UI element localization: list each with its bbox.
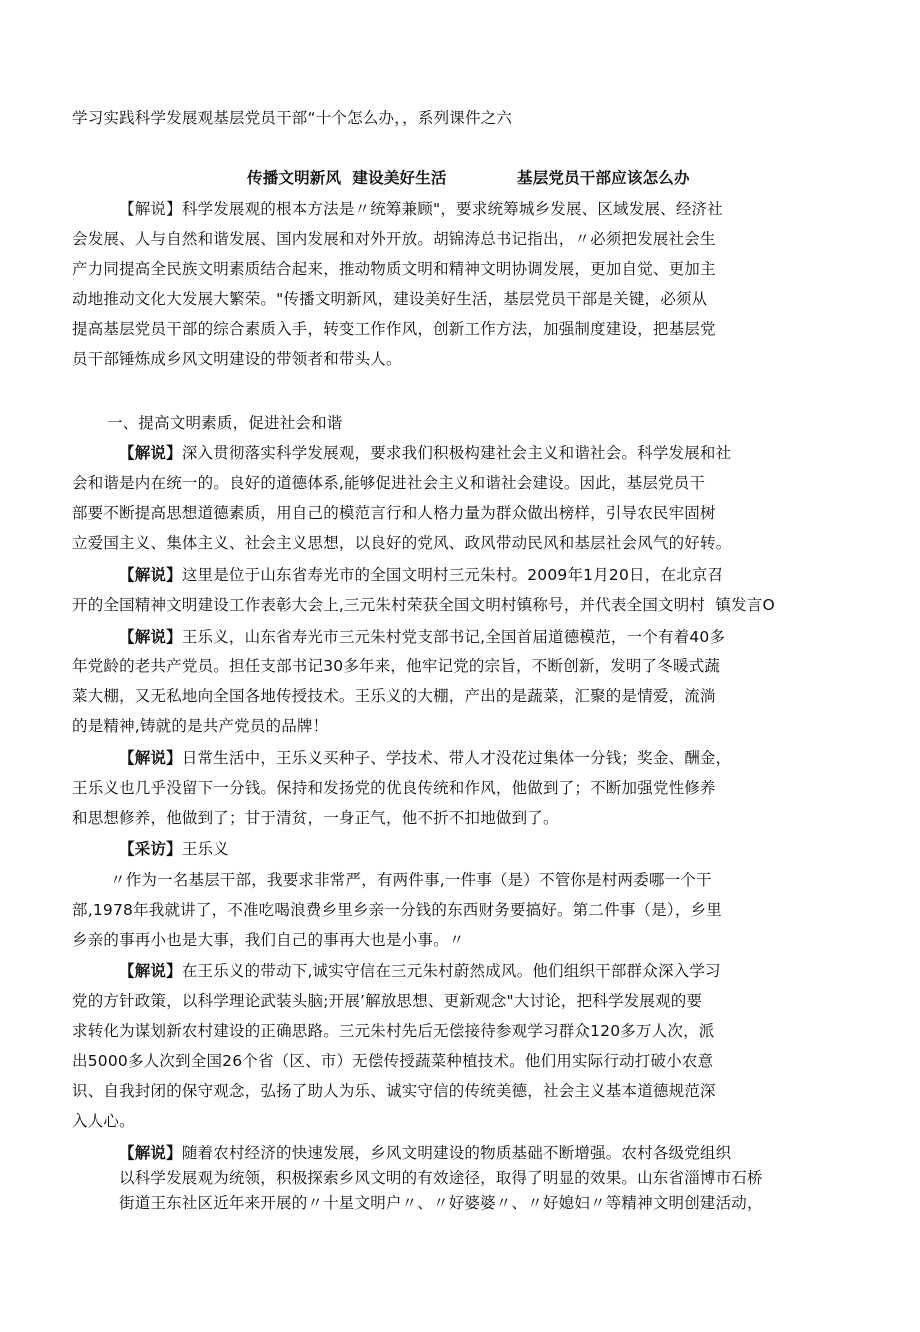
paragraph-4-line-1: 【解说】日常生活中，王乐义买种子、学技术、带人才没花过集体一分钱；奖金、酬金， [119, 749, 732, 767]
paragraph-1-line-2: 会和谐是内在统一的。良好的道德体系,能够促进社会主义和谐社会建设。因此，基层党员干 [72, 474, 706, 492]
paragraph-3-line-2: 年党龄的老共产党员。担任支部书记30多年来，他牢记党的宗旨，不断创新，发明了冬暖式蔬 [72, 657, 721, 675]
paragraph-1-line-1: 【解说】深入贯彻落实科学发展观，要求我们积极构建社会主义和谐社会。科学发展和社 [119, 444, 732, 462]
paragraph-4-line-3: 和思想修养，他做到了；甘于清贫，一身正气，他不折不扣地做到了。 [72, 809, 559, 827]
paragraph-3-line-3: 菜大棚，又无私地向全国各地传授技术。王乐义的大棚，产出的是蔬菜，汇聚的是情爱，流淌 [72, 687, 716, 705]
intro-line-1: 【解说】科学发展观的根本方法是〃统筹兼顾"，要求统筹城乡发展、区域发展、经济社 [119, 200, 723, 218]
paragraph-5-line-4: 出5000多人次到全国26个省（区、市）无偿传授蔬菜种植技术。他们用实际行动打破小农意 [72, 1052, 714, 1070]
paragraph-3-line-1: 【解说】王乐义，山东省寿光市三元朱村党支部书记,全国首届道德模范，一个有着40多 [119, 628, 726, 646]
interview-line-1: 〃作为一名基层干部，我要求非常严，有两件事,一件事（是）不管你是村两委哪一个干 [110, 871, 712, 889]
paragraph-2-line-2: 开的全国精神文明建设工作表彰大会上,三元朱村荣获全国文明村镇称号，并代表全国文明村 镇发言O [72, 596, 775, 614]
commentary-tag: 【解说】 [119, 749, 182, 767]
paragraph-5-line-2: 党的方针政策，以科学理论武装头脑;开展’解放思想、更新观念"大讨论，把科学发展观的要 [72, 992, 703, 1010]
commentary-tag: 【解说】 [119, 566, 182, 584]
interview-heading [119, 839, 229, 859]
interview-line-3: 乡亲的事再小也是大事，我们自己的事再大也是小事。〃 [72, 931, 465, 949]
paragraph-5-line-3: 求转化为谋划新农村建设的正确思路。三元朱村先后无偿接待参观学习群众120多万人次，派 [72, 1022, 715, 1040]
paragraph-1-line-3: 部要不断提高思想道德素质，用自己的模范言行和人格力量为群众做出榜样，引导农民牢固树 [72, 504, 716, 522]
paragraph-5-line-5: 识、自我封闭的保守观念，弘扬了助人为乐、诚实守信的传统美德，社会主义基本道德规范深 [72, 1082, 716, 1100]
paragraph-6-line-1: 【解说】随着农村经济的快速发展，乡风文明建设的物质基础不断增强。农村各级党组织 [119, 1144, 732, 1162]
paragraph-6-line-2: 以科学发展观为统领，积极探索乡风文明的有效途径，取得了明显的效果。山东省淄博市石桥 [119, 1169, 763, 1187]
commentary-tag: 【解说】 [119, 444, 182, 462]
interview-tag: 【采访】 [119, 840, 182, 858]
title-sub: 基层党员干部应该怎么办 [517, 169, 690, 187]
intro-line-2: 会发展、人与自然和谐发展、国内发展和对外开放。胡锦涛总书记指出，〃必须把发展社会生 [72, 230, 716, 248]
paragraph-5-line-6: 入人心。 [72, 1112, 135, 1130]
title-main: 传播文明新风 建设美好生活 [247, 169, 447, 187]
paragraph-3-line-4: 的是精神,铸就的是共产党员的品牌！ [72, 717, 329, 735]
intro-line-5: 提高基层党员干部的综合素质入手，转变工作作风，创新工作方法，加强制度建设，把基层党 [72, 320, 716, 338]
intro-line-3: 产力同提高全民族文明素质结合起来，推动物质文明和精神文明协调发展，更加自觉、更加主 [72, 260, 716, 278]
paragraph-4-line-2: 王乐义也几乎没留下一分钱。保持和发扬党的优良传统和作风，他做到了；不断加强党性修养 [72, 779, 716, 797]
interviewee-name: 王乐义 [181, 840, 229, 858]
series-header: 学习实践科学发展观基层党员干部“十个怎么办，，系列课件之六 [72, 109, 513, 127]
paragraph-6-line-3: 街道王东社区近年来开展的〃十星文明户〃、〃好婆婆〃、〃好媳妇〃等精神文明创建活动， [119, 1194, 763, 1212]
commentary-tag: 【解说】 [119, 1144, 182, 1162]
paragraph-1-line-4: 立爱国主义、集体主义、社会主义思想，以良好的党风、政风带动民风和基层社会风气的好转。 [72, 534, 732, 552]
commentary-tag: 【解说】 [119, 962, 182, 980]
section-heading: 一、提高文明素质，促进社会和谐 [107, 414, 343, 432]
interview-line-2: 部,1978年我就讲了，不准吃喝浪费乡里乡亲一分钱的东西财务要搞好。第二件事（是），乡里 [72, 901, 722, 919]
intro-line-6: 员干部锤炼成乡风文明建设的带领者和带头人。 [72, 350, 402, 368]
commentary-tag: 【解说】 [119, 200, 182, 218]
commentary-tag: 【解说】 [119, 628, 182, 646]
intro-line-4: 动地推动文化大发展大繁荣。"传播文明新风，建设美好生活，基层党员干部是关键，必须从 [72, 290, 708, 308]
paragraph-5-line-1: 【解说】在王乐义的带动下,诚实守信在三元朱村蔚然成风。他们组织干部群众深入学习 [119, 962, 721, 980]
paragraph-2-line-1: 【解说】这里是位于山东省寿光市的全国文明村三元朱村。2009年1月20日，在北京召 [119, 566, 724, 584]
